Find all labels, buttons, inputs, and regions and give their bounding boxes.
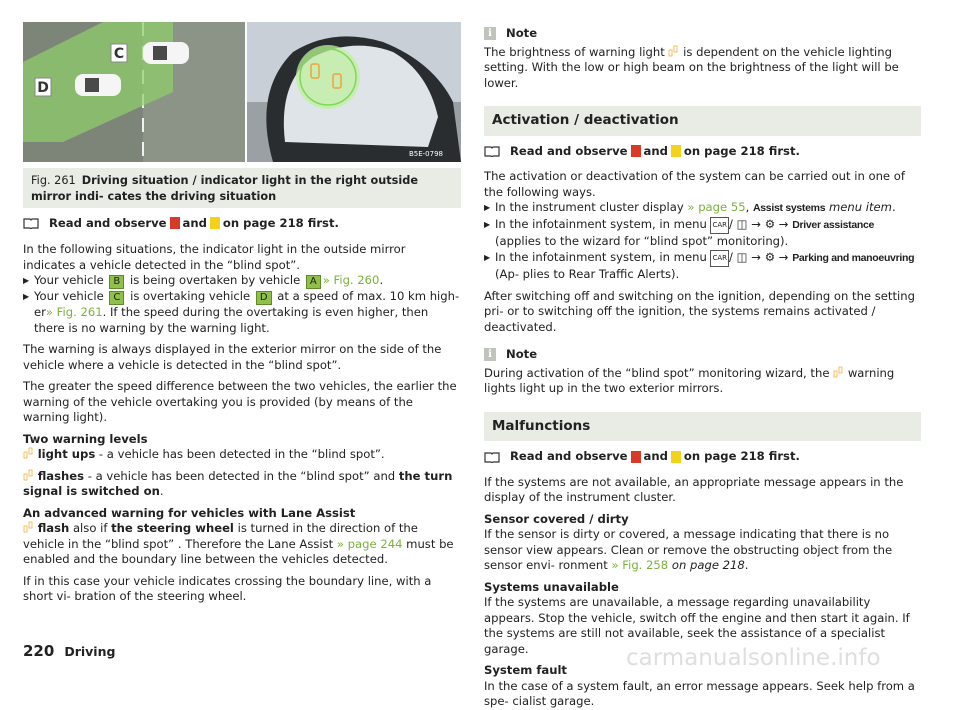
- key-c: C: [109, 291, 124, 305]
- figure-number: Fig. 261: [31, 174, 76, 187]
- right-body: [484, 26, 921, 710]
- bullet-overtaking: ▶ Your vehicle C is overtaking vehicle D at a speed of max. 10 km high- er» Fig. 261. If the speed during the overtaking is even higher, then there is no warning by the warning light.: [23, 289, 460, 335]
- info-icon: i: [484, 27, 496, 40]
- unavailable-text: If the systems are unavailable, a message regarding unavailability appears. Stop the vehicle, switch off the engine and then start it again. If the systems are still not available, seek the assistance of a specialist garage.: [484, 595, 910, 656]
- link-fig-260[interactable]: » Fig. 260: [322, 273, 380, 287]
- bullet-infotainment-2: ▶ In the infotainment system, in menu CAR / ◫ → ⚙ → Parking and manoeuvring (Ap- plies to Rear Traffic Alerts).: [484, 249, 915, 281]
- bullet-arrow-icon: ▶: [484, 252, 491, 262]
- read-observe-text: Read and observe: [49, 216, 167, 230]
- level-1: light ups - a vehicle has been detected in the “blind spot”.: [23, 447, 461, 463]
- car-menu-icon: CAR: [710, 217, 729, 235]
- warning-square-red-icon: [170, 217, 180, 229]
- label-c: C: [113, 46, 125, 62]
- label-d: D: [37, 80, 49, 96]
- link-fig-258[interactable]: » Fig. 258: [611, 558, 669, 572]
- blind-spot-icon: [833, 366, 844, 378]
- levels-heading: Two warning levels: [23, 431, 148, 446]
- read-observe-left: [23, 216, 461, 230]
- figure-code: B5E-0798: [408, 150, 443, 158]
- left-column: [23, 216, 461, 230]
- fault-heading: System fault: [484, 663, 567, 677]
- read-observe-right-1: Read and observe and on page 218 first.: [484, 144, 921, 160]
- note-2-heading: i Note: [484, 347, 921, 363]
- blind-spot-icon: [23, 469, 34, 481]
- level-2: flashes - a vehicle has been detected in the “blind spot” and the turn signal is switched on.: [23, 468, 453, 498]
- activation-intro: The activation or deactivation of the system can be carried out in one of the following ways.: [484, 169, 905, 199]
- car-settings-icon: ◫: [736, 249, 748, 264]
- sensor-text: If the sensor is dirty or covered, a message indicating that there is no sensor view appears. Clean or remove the obstructing object from the sensor envi- ronment » Fig. 258 on page 218.: [484, 527, 893, 572]
- left-body: [23, 242, 461, 605]
- bullet-arrow-icon: ▶: [484, 219, 491, 229]
- car-settings-icon: ◫: [736, 216, 748, 231]
- note-1-text: The brightness of warning light is dependent on the vehicle lighting setting. With the low or high beam on the brightness of the light will be lower.: [484, 44, 899, 90]
- watermark: carmanualsonline.info: [626, 645, 881, 671]
- figure-caption: [23, 168, 461, 208]
- caution-square-yellow-icon: [210, 217, 220, 229]
- page-number: 220: [23, 642, 55, 660]
- level-3: flash also if the steering wheel is turned in the direction of the vehicle in the “blind spot” . Therefore the Lane Assist » page 244 must be enabled and the boundary line between the vehicles detected.: [23, 521, 454, 566]
- unavailable-heading: Systems unavailable: [484, 579, 619, 594]
- page-footer: [23, 642, 115, 660]
- read-observe-right-2: Read and observe and on page 218 first.: [484, 449, 921, 465]
- warning-square-red-icon: [631, 451, 641, 463]
- blind-spot-icon: [668, 45, 679, 57]
- assist-icon: ⚙: [764, 249, 776, 264]
- warning-square-red-icon: [631, 145, 641, 157]
- sensor-heading: Sensor covered / dirty: [484, 511, 629, 526]
- book-icon: [23, 217, 39, 229]
- figure-illustration: [23, 22, 461, 162]
- key-a: A: [306, 275, 321, 289]
- caution-square-yellow-icon: [671, 451, 681, 463]
- bullet-arrow-icon: ▶: [484, 203, 491, 212]
- crossing-paragraph: If in this case your vehicle indicates crossing the boundary line, with a short vi- bration of the steering wheel.: [23, 573, 432, 603]
- assist-icon: ⚙: [764, 216, 776, 231]
- blind-spot-icon: [23, 447, 34, 459]
- car-menu-icon: CAR: [710, 250, 729, 268]
- mirror-highlight: [296, 45, 360, 109]
- bullet-arrow-icon: ▶: [23, 292, 30, 301]
- bullet-infotainment-1: ▶ In the infotainment system, in menu CAR / ◫ → ⚙ → Driver assistance (applies to the wizard for “blind spot” monitoring).: [484, 216, 875, 248]
- link-page-244[interactable]: » page 244: [336, 536, 403, 551]
- section-malfunctions: Malfunctions: [484, 412, 921, 442]
- book-icon: [484, 451, 500, 463]
- read-observe-and: and: [182, 216, 207, 230]
- book-icon: [484, 145, 500, 157]
- note-2-text: During activation of the “blind spot” monitoring wizard, the warning lights light up in the two exterior mirrors.: [484, 365, 895, 395]
- bullet-cluster: ▶ In the instrument cluster display » page 55, Assist systems menu item.: [484, 200, 921, 217]
- malfunction-intro: If the systems are not available, an appropriate message appears in the display of the instrument cluster.: [484, 474, 904, 504]
- intro-paragraph: In the following situations, the indicator light in the outside mirror indicates a vehicle detected in the “blind spot”.: [23, 242, 406, 272]
- read-observe-page: on page 218 first.: [222, 216, 339, 230]
- section-name: Driving: [64, 644, 116, 659]
- figure-261: [23, 22, 461, 162]
- key-d: D: [256, 291, 272, 305]
- warning-paragraph: The warning is always displayed in the exterior mirror on the side of the vehicle where a vehicle is detected in the “blind spot”.: [23, 342, 442, 372]
- info-icon: i: [484, 348, 496, 361]
- speed-paragraph: The greater the speed difference between the two vehicles, the earlier the warning of the vehicle overtaking you is provided (by means of the warning light).: [23, 379, 457, 424]
- blind-spot-icon: [23, 521, 34, 533]
- figure-title: Driving situation / indicator light in the right outside mirror indi- cates the driving situation: [31, 174, 418, 203]
- fault-text: In the case of a system fault, an error message appears. Seek help from a spe- cialist garage.: [484, 678, 915, 708]
- caution-square-yellow-icon: [671, 145, 681, 157]
- section-activation: Activation / deactivation: [484, 106, 921, 136]
- activation-after: After switching off and switching on the ignition, depending on the setting pri- or to switching off the ignition, the systems remains activated / deactivated.: [484, 288, 915, 334]
- link-fig-261[interactable]: » Fig. 261: [45, 305, 103, 319]
- lane-heading: An advanced warning for vehicles with Lane Assist: [23, 505, 356, 520]
- bullet-arrow-icon: ▶: [23, 276, 30, 285]
- bullet-overtaken: ▶ Your vehicle B is being overtaken by vehicle A » Fig. 260.: [23, 273, 384, 287]
- link-page-55[interactable]: » page 55: [687, 200, 746, 214]
- key-b: B: [109, 275, 124, 289]
- note-1-heading: i Note: [484, 26, 921, 42]
